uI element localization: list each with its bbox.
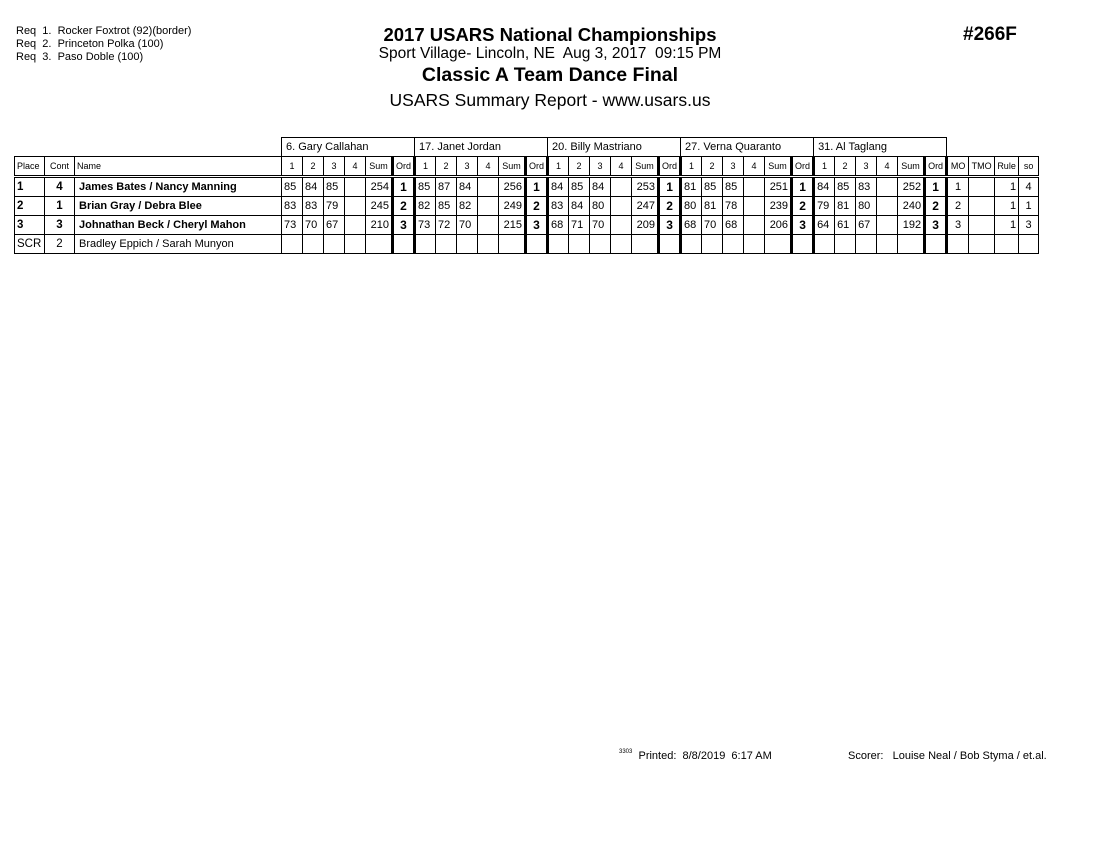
score-cell [345, 197, 366, 216]
score-cell: 71 [569, 216, 590, 235]
score-cell [415, 235, 436, 254]
score-cell: 87 [436, 177, 457, 197]
competition-title: 2017 USARS National Championships [383, 24, 717, 45]
score-cell: 81 [835, 197, 856, 216]
score-cell [611, 197, 632, 216]
column-header-row [15, 157, 1039, 177]
score-cell: 80 [681, 197, 702, 216]
sum-cell [898, 235, 925, 254]
mo-cell: 1 [947, 177, 969, 197]
table-row [15, 235, 1039, 254]
col-judge-5-score-4: 4 [877, 157, 898, 177]
score-cell: 72 [436, 216, 457, 235]
score-cell: 83 [303, 197, 324, 216]
ordinal-cell [659, 235, 681, 254]
col-mo: MO [947, 157, 969, 177]
ordinal-cell: 2 [526, 197, 548, 216]
sum-cell: 206 [765, 216, 792, 235]
printed-timestamp: Printed: 8/8/2019 6:17 AM [638, 750, 772, 762]
judge-name: 6. Gary Callahan [282, 138, 415, 157]
score-cell [345, 235, 366, 254]
col-judge-4-score-4: 4 [744, 157, 765, 177]
score-cell: 70 [590, 216, 611, 235]
team-name-cell: Bradley Eppich / Sarah Munyon [75, 235, 282, 254]
score-cell: 84 [548, 177, 569, 197]
score-cell: 85 [282, 177, 303, 197]
ordinal-cell: 3 [925, 216, 947, 235]
col-judge-3-score-3: 3 [590, 157, 611, 177]
col-judge-5-sum: Sum [898, 157, 925, 177]
table-row [15, 197, 1039, 216]
score-cell [478, 216, 499, 235]
col-judge-1-sum: Sum [366, 157, 393, 177]
ordinal-cell: 1 [526, 177, 548, 197]
score-cell: 68 [723, 216, 744, 235]
judge-header-row [15, 138, 1039, 157]
venue-date: Sport Village- Lincoln, NE Aug 3, 2017 09:15 PM [378, 45, 722, 62]
report-title: USARS Summary Report - www.usars.us [389, 90, 711, 110]
score-cell: 81 [681, 177, 702, 197]
col-judge-4-score-2: 2 [702, 157, 723, 177]
score-cell [877, 177, 898, 197]
score-cell: 85 [324, 177, 345, 197]
event-number: #266F [963, 24, 1017, 45]
sum-cell: 192 [898, 216, 925, 235]
score-cell [478, 177, 499, 197]
ordinal-cell [792, 235, 814, 254]
team-name-cell: Brian Gray / Debra Blee [75, 197, 282, 216]
rule-cell: 1 [995, 216, 1019, 235]
col-judge-5-score-3: 3 [856, 157, 877, 177]
score-cell: 61 [835, 216, 856, 235]
col-cont: Cont [45, 157, 75, 177]
score-cell [611, 216, 632, 235]
score-cell: 64 [814, 216, 835, 235]
contestant-number-cell: 3 [45, 216, 75, 235]
sum-cell: 249 [499, 197, 526, 216]
score-cell [282, 235, 303, 254]
score-cell: 73 [282, 216, 303, 235]
col-place: Place [15, 157, 45, 177]
score-cell [611, 235, 632, 254]
sum-cell: 251 [765, 177, 792, 197]
score-cell: 85 [702, 177, 723, 197]
score-cell [303, 235, 324, 254]
judge-name: 17. Janet Jordan [415, 138, 548, 157]
mo-cell: 3 [947, 216, 969, 235]
score-cell: 84 [814, 177, 835, 197]
score-cell [744, 177, 765, 197]
score-cell: 83 [282, 197, 303, 216]
contestant-number-cell: 4 [45, 177, 75, 197]
tmo-cell [969, 235, 995, 254]
col-judge-4-sum: Sum [765, 157, 792, 177]
score-cell: 67 [856, 216, 877, 235]
so-cell [1019, 235, 1039, 254]
col-judge-1-score-2: 2 [303, 157, 324, 177]
col-judge-3-score-2: 2 [569, 157, 590, 177]
col-so: so [1019, 157, 1039, 177]
col-judge-4-ord: Ord [792, 157, 814, 177]
score-cell: 85 [415, 177, 436, 197]
ordinal-cell: 3 [393, 216, 415, 235]
results-table [14, 137, 1039, 254]
mo-cell [947, 235, 969, 254]
sum-cell: 254 [366, 177, 393, 197]
rule-cell [995, 235, 1019, 254]
requirement-1: Req 1. Rocker Foxtrot (92)(border) [16, 25, 192, 37]
sum-cell [765, 235, 792, 254]
col-judge-2-sum: Sum [499, 157, 526, 177]
sum-cell: 253 [632, 177, 659, 197]
col-rule: Rule [995, 157, 1019, 177]
judge-name: 31. Al Taglang [814, 138, 947, 157]
ordinal-cell: 1 [659, 177, 681, 197]
place-cell: 2 [15, 197, 45, 216]
score-cell: 84 [590, 177, 611, 197]
score-cell [345, 177, 366, 197]
requirement-3: Req 3. Paso Doble (100) [16, 51, 144, 63]
col-judge-5-ord: Ord [925, 157, 947, 177]
score-cell [681, 235, 702, 254]
col-judge-2-score-4: 4 [478, 157, 499, 177]
table-row [15, 216, 1039, 235]
report-code: 3303 [619, 749, 633, 755]
so-cell: 1 [1019, 197, 1039, 216]
col-judge-1-score-1: 1 [282, 157, 303, 177]
col-judge-3-sum: Sum [632, 157, 659, 177]
score-cell: 85 [835, 177, 856, 197]
score-cell: 78 [723, 197, 744, 216]
col-judge-5-score-2: 2 [835, 157, 856, 177]
blank-cell [947, 138, 1039, 157]
score-cell [744, 235, 765, 254]
col-judge-3-score-4: 4 [611, 157, 632, 177]
so-cell: 3 [1019, 216, 1039, 235]
col-judge-3-ord: Ord [659, 157, 681, 177]
col-judge-1-ord: Ord [393, 157, 415, 177]
team-name-cell: Johnathan Beck / Cheryl Mahon [75, 216, 282, 235]
so-cell: 4 [1019, 177, 1039, 197]
place-cell: SCR [15, 235, 45, 254]
score-cell [744, 216, 765, 235]
sum-cell: 256 [499, 177, 526, 197]
col-judge-1-score-4: 4 [345, 157, 366, 177]
score-cell [723, 235, 744, 254]
col-judge-2-score-1: 1 [415, 157, 436, 177]
rule-cell: 1 [995, 177, 1019, 197]
ordinal-cell [393, 235, 415, 254]
blank-cell [15, 138, 282, 157]
score-cell: 79 [324, 197, 345, 216]
sum-cell: 245 [366, 197, 393, 216]
score-cell [436, 235, 457, 254]
ordinal-cell [526, 235, 548, 254]
ordinal-cell: 1 [393, 177, 415, 197]
sum-cell: 239 [765, 197, 792, 216]
score-cell: 85 [723, 177, 744, 197]
contestant-number-cell: 1 [45, 197, 75, 216]
tmo-cell [969, 216, 995, 235]
sum-cell: 215 [499, 216, 526, 235]
table-row [15, 177, 1039, 197]
score-cell: 84 [457, 177, 478, 197]
col-judge-4-score-1: 1 [681, 157, 702, 177]
contestant-number-cell: 2 [45, 235, 75, 254]
team-name-cell: James Bates / Nancy Manning [75, 177, 282, 197]
score-cell: 82 [457, 197, 478, 216]
requirement-2: Req 2. Princeton Polka (100) [16, 38, 164, 50]
score-cell: 84 [569, 197, 590, 216]
score-cell: 70 [702, 216, 723, 235]
sum-cell: 252 [898, 177, 925, 197]
score-cell [877, 235, 898, 254]
col-judge-2-ord: Ord [526, 157, 548, 177]
score-cell: 85 [436, 197, 457, 216]
score-cell [744, 197, 765, 216]
sum-cell [499, 235, 526, 254]
score-cell [324, 235, 345, 254]
col-tmo: TMO [969, 157, 995, 177]
ordinal-cell: 2 [659, 197, 681, 216]
ordinal-cell: 3 [792, 216, 814, 235]
place-cell: 3 [15, 216, 45, 235]
ordinal-cell: 2 [792, 197, 814, 216]
score-cell: 85 [569, 177, 590, 197]
sum-cell: 210 [366, 216, 393, 235]
place-cell: 1 [15, 177, 45, 197]
ordinal-cell: 3 [659, 216, 681, 235]
ordinal-cell: 1 [792, 177, 814, 197]
score-cell [478, 197, 499, 216]
score-cell [457, 235, 478, 254]
score-cell: 83 [856, 177, 877, 197]
sum-cell [366, 235, 393, 254]
score-cell [569, 235, 590, 254]
sum-cell [632, 235, 659, 254]
col-judge-3-score-1: 1 [548, 157, 569, 177]
score-cell: 68 [548, 216, 569, 235]
scorer-info: Scorer: Louise Neal / Bob Styma / et.al. [848, 750, 1047, 762]
score-cell [835, 235, 856, 254]
judge-name: 20. Billy Mastriano [548, 138, 681, 157]
col-judge-4-score-3: 3 [723, 157, 744, 177]
col-judge-2-score-2: 2 [436, 157, 457, 177]
score-cell [702, 235, 723, 254]
score-cell [814, 235, 835, 254]
score-cell [345, 216, 366, 235]
ordinal-cell: 2 [925, 197, 947, 216]
score-cell: 83 [548, 197, 569, 216]
score-cell: 79 [814, 197, 835, 216]
requirements-list [16, 25, 191, 64]
sum-cell: 209 [632, 216, 659, 235]
col-judge-5-score-1: 1 [814, 157, 835, 177]
tmo-cell [969, 197, 995, 216]
score-cell [478, 235, 499, 254]
ordinal-cell: 3 [526, 216, 548, 235]
score-cell [611, 177, 632, 197]
score-cell [877, 216, 898, 235]
tmo-cell [969, 177, 995, 197]
rule-cell: 1 [995, 197, 1019, 216]
event-title: Classic A Team Dance Final [421, 64, 679, 86]
score-cell [548, 235, 569, 254]
score-cell [590, 235, 611, 254]
ordinal-cell: 2 [393, 197, 415, 216]
ordinal-cell [925, 235, 947, 254]
mo-cell: 2 [947, 197, 969, 216]
score-cell: 70 [457, 216, 478, 235]
score-cell [877, 197, 898, 216]
score-cell: 84 [303, 177, 324, 197]
col-judge-1-score-3: 3 [324, 157, 345, 177]
score-cell: 73 [415, 216, 436, 235]
printed-info [619, 750, 772, 762]
ordinal-cell: 1 [925, 177, 947, 197]
score-cell: 81 [702, 197, 723, 216]
sum-cell: 240 [898, 197, 925, 216]
score-cell [856, 235, 877, 254]
judge-name: 27. Verna Quaranto [681, 138, 814, 157]
score-cell: 80 [856, 197, 877, 216]
col-name: Name [75, 157, 282, 177]
col-judge-2-score-3: 3 [457, 157, 478, 177]
score-cell: 82 [415, 197, 436, 216]
score-cell: 68 [681, 216, 702, 235]
sum-cell: 247 [632, 197, 659, 216]
score-cell: 80 [590, 197, 611, 216]
score-cell: 70 [303, 216, 324, 235]
score-cell: 67 [324, 216, 345, 235]
